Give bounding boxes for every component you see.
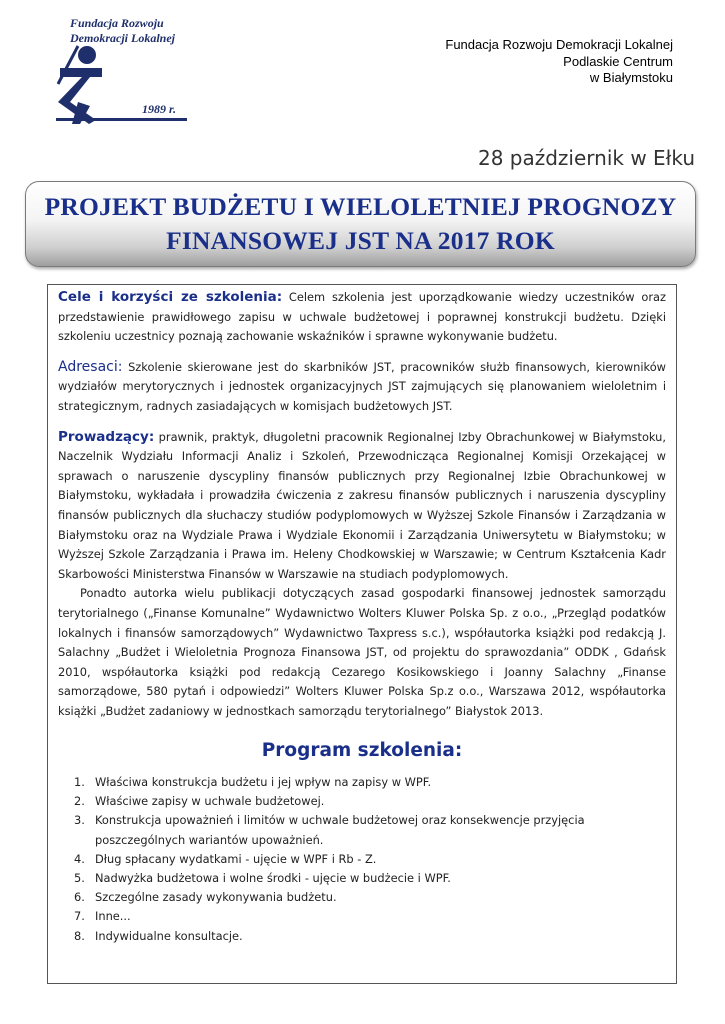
trainer-label: Prowadzący: [58, 428, 155, 445]
title-line2: FINANSOWEJ JST NA 2017 ROK [166, 226, 555, 255]
list-item: 2. Właściwe zapisy w uchwale budżetowej. [74, 794, 325, 809]
title-banner [25, 181, 696, 267]
trainer-section [58, 428, 666, 585]
logo-year: 1989 r. [142, 102, 177, 116]
list-item: 8. Indywidualne konsultacje. [74, 928, 243, 943]
list-item: 4. Dług spłacany wydatkami - ujęcie w WPF i Rb - Z. [74, 851, 377, 866]
logo-name [70, 16, 200, 46]
program-list [58, 773, 666, 946]
list-item: 3. Konstrukcja upoważnień i limitów w uchwale budżetowej oraz konsekwencje przyjęcia poszczególnych wariantów upoważnień. [74, 813, 585, 847]
audience-label: Adresaci: [58, 358, 123, 375]
foundation-logo [56, 14, 196, 124]
runner-figure-icon [56, 44, 116, 124]
list-item: 7. Inne... [74, 909, 131, 924]
logo-underline [56, 118, 187, 121]
org-line3: w Białymstoku [589, 70, 673, 85]
org-line2: Podlaskie Centrum [563, 53, 673, 69]
trainer-publications: Ponadto autorka wielu publikacji dotyczących zasad gospodarki finansowej jednostek samorządu terytorialnego („Finanse Komunalne” Wydawnictwo Wolters Kluwer Polska Sp. z o.o., „Przegląd podatków lokalnych i finansów samorządowych” Wydawnictwo Taxpress s.c.), współautorka książki pod redakcją J. Salachny „Budżet i Wieloletnia Prognoza Finansowa JST, od projektu do sprawozdania” ODDK , Gdańsk 2010, współautorka książki pod redakcją Cezarego Kosikowskiego i Joanny Salachny „Finanse samorządowe, 580 pytań i odpowiedzi” Wolters Kluwer Polska Sp.z o.o., Warszawa 2012, współautorka książki „Budżet zadaniowy w jednostkach samorządu terytorialnego” Białystok 2013. [58, 586, 666, 718]
list-item: 1. Właściwa konstrukcja budżetu i jej wpływ na zapisy w WPF. [74, 775, 432, 790]
logo-name-line1: Fundacja Rozwoju [70, 16, 164, 30]
event-date: 28 październik w Ełku [477, 146, 695, 170]
logo-name-line2: Demokracji Lokalnej [70, 31, 175, 45]
audience-section [58, 358, 666, 417]
goals-text: Celem szkolenia jest uporządkowanie wiedzy uczestników oraz przedstawienie prawidłowego zapisu w uchwale budżetowej i poprawnej konstrukcji budżetu. Dzięki szkoleniu uczestnicy poznają zachowanie wskaźników i sprawne wykonywanie budżetu. [58, 290, 666, 344]
goals-section [58, 288, 666, 347]
content-body [58, 288, 666, 946]
program-title: Program szkolenia: [261, 740, 463, 762]
trainer-text: prawnik, praktyk, długoletni pracownik Regionalnej Izby Obrachunkowej w Białymstoku, Naczelnik Wydziału Informacji Analiz i Szkoleń, Przewodnicząca Regionalnej Komisji Orzekającej w sprawach o naruszenie dyscypliny finansów publicznych przy Regionalnej Izbie Obrachunkowej w Białymstoku, wykładała i prowadziła ćwiczenia z zakresu finansów publicznych i naruszenia dyscypliny finansów publicznych dla słuchaczy studiów podyplomowych w Wyższej Szkole Finansów i Zarządzania w Białymstoku oraz na Wydziale Prawa i Wydziale Ekonomii i Zarządzania Uniwersytetu w Białymstoku; w Wyższej Szkole Zarządzania i Prawa im. Heleny Chodkowskiej w Warszawie; w Centrum Kształcenia Kadr Skarbowości Ministerstwa Finansów w Warszawie na studiach podyplomowych. [58, 429, 666, 581]
org-line1: Fundacja Rozwoju Demokracji Lokalnej [445, 37, 673, 52]
organization-block [445, 37, 673, 87]
title-line1: PROJEKT BUDŻETU I WIELOLETNIEJ PROGNOZY [44, 192, 677, 221]
list-item: 5. Nadwyżka budżetowa i wolne środki - ujęcie w budżecie i WPF. [74, 871, 451, 886]
audience-text: Szkolenie skierowane jest do skarbników JST, pracowników służb finansowych, kierowników wydziałów merytorycznych i jednostek organizacyjnych JST zajmujących się planowaniem wieloletnim i strategicznym, radnych zasiadających w komisjach budżetowych JST. [58, 359, 666, 413]
page-title [26, 190, 695, 258]
list-item: 6. Szczególne zasady wykonywania budżetu. [74, 890, 337, 905]
goals-label: Cele i korzyści ze szkolenia: [58, 289, 283, 305]
